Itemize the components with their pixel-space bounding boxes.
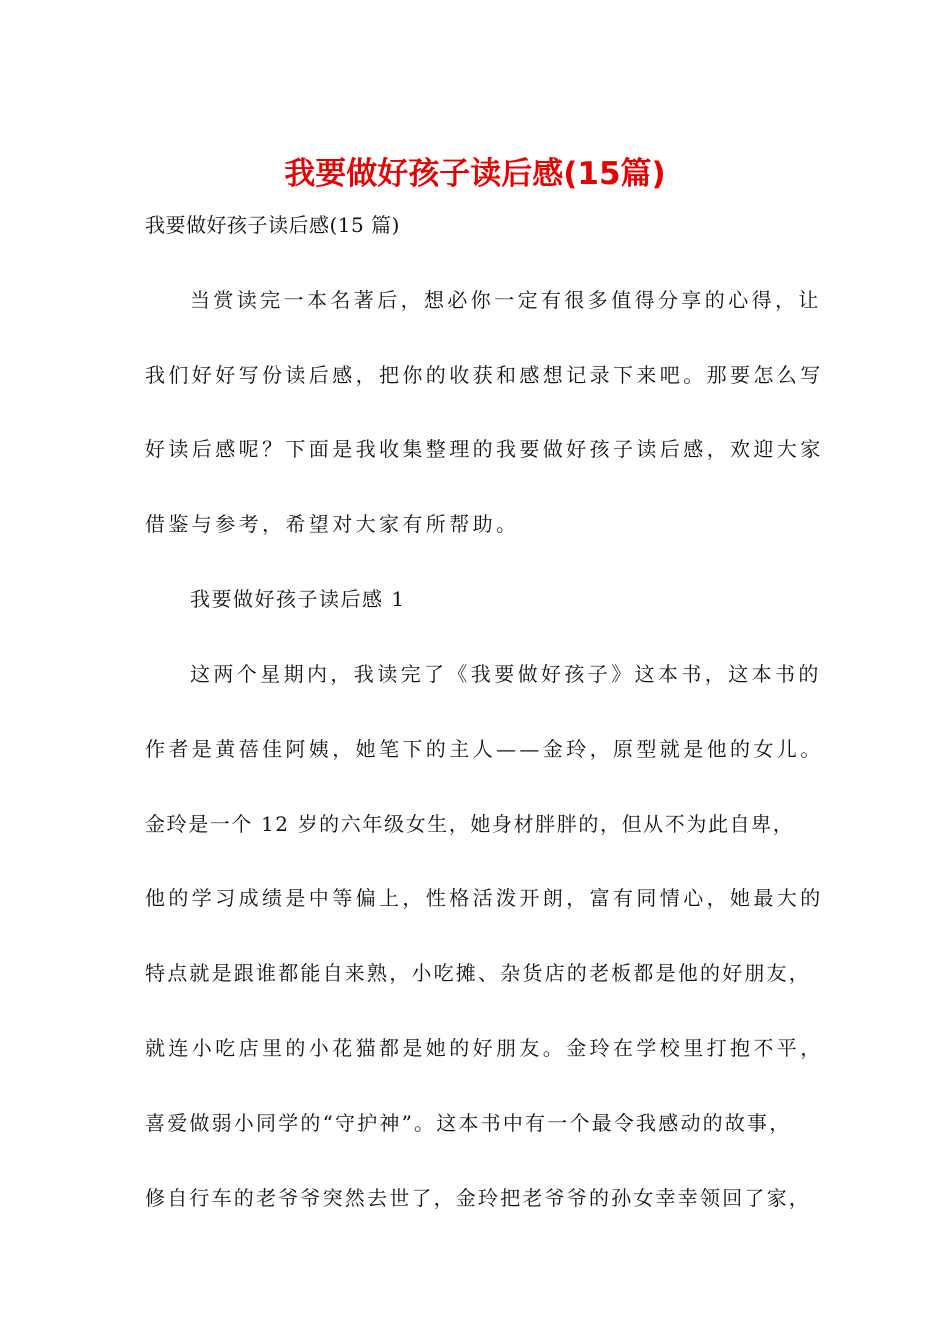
section-heading: 我要做好孩子读后感 1: [190, 587, 406, 611]
paragraph-line: 好读后感呢？下面是我收集整理的我要做好孩子读后感，欢迎大家: [145, 437, 824, 461]
paragraph-line: 我们好好写份读后感，把你的收获和感想记录下来吧。那要怎么写: [145, 363, 824, 387]
paragraph-line: 就连小吃店里的小花猫都是她的好朋友。金玲在学校里打抱不平，: [145, 1036, 824, 1060]
paragraph-line: 修自行车的老爷爷突然去世了，金玲把老爷爷的孙女幸幸领回了家，: [145, 1186, 811, 1210]
paragraph-line: 喜爱做弱小同学的“守护神”。这本书中有一个最令我感动的故事，: [145, 1111, 792, 1135]
paragraph-line: 当赏读完一本名著后，想必你一定有很多值得分享的心得，让: [190, 288, 822, 312]
paragraph-line: 借鉴与参考，希望对大家有所帮助。: [145, 512, 520, 536]
paragraph-line: 金玲是一个 12 岁的六年级女生，她身材胖胖的，但从不为此自卑，: [145, 812, 795, 836]
paragraph-line: 作者是黄蓓佳阿姨，她笔下的主人——金玲，原型就是他的女儿。: [145, 737, 824, 761]
paragraph-line: 特点就是跟谁都能自来熟，小吃摊、杂货店的老板都是他的好朋友，: [145, 961, 811, 985]
paragraph-line: 这两个星期内，我读完了《我要做好孩子》这本书，这本书的: [190, 662, 822, 686]
paragraph-line: 他的学习成绩是中等偏上，性格活泼开朗，富有同情心，她最大的: [145, 886, 824, 910]
document-title: 我要做好孩子读后感(15篇): [284, 156, 666, 192]
document-subtitle: 我要做好孩子读后感(15 篇): [145, 213, 400, 237]
